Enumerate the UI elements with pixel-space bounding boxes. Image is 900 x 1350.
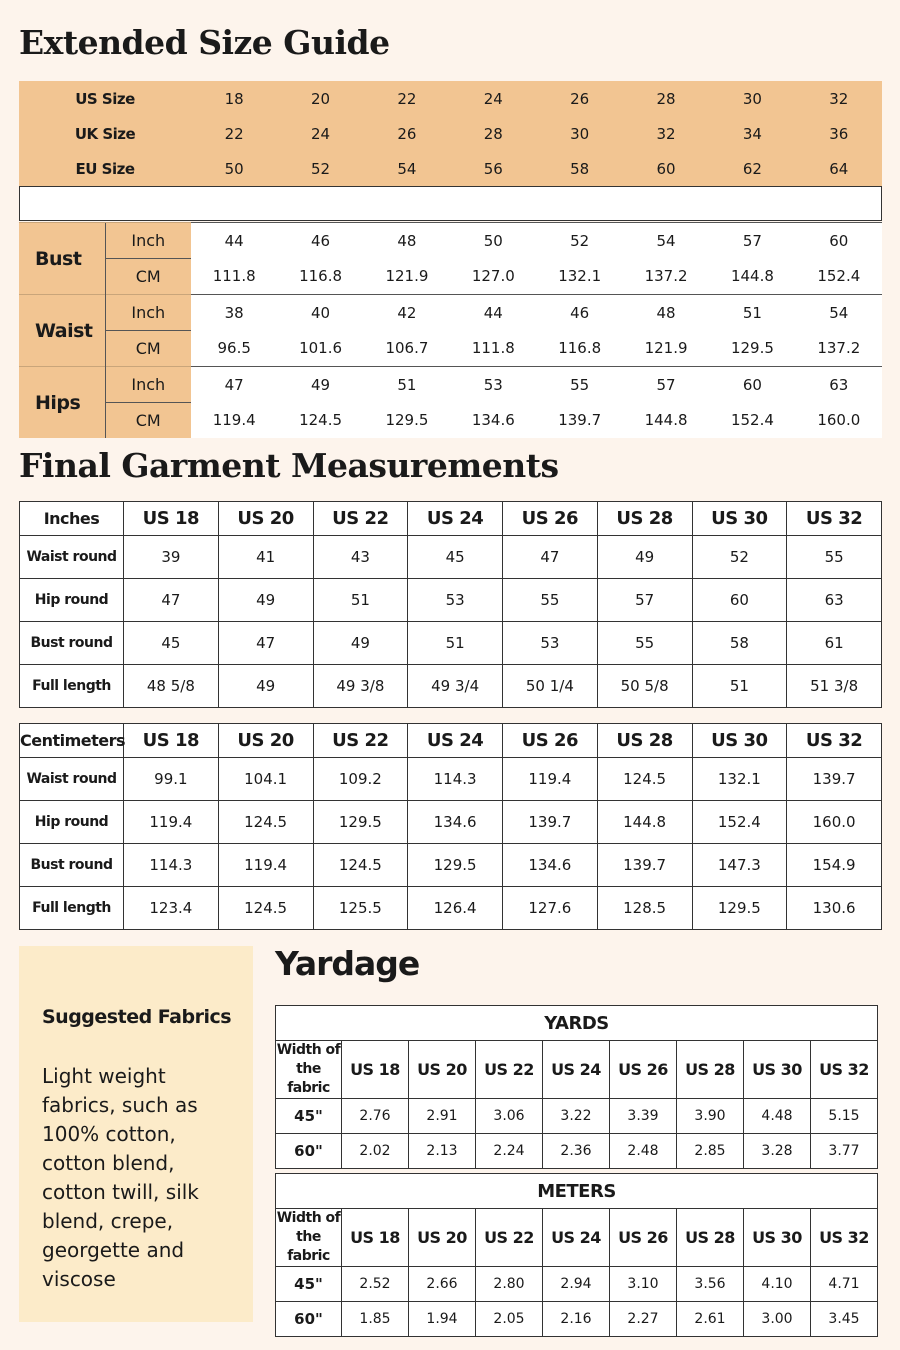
table-cell: 50 1/4 xyxy=(503,665,598,708)
size-conversion-table xyxy=(19,81,882,186)
table-cell: 2.48 xyxy=(610,1134,677,1169)
size-column-header: US 22 xyxy=(476,1041,543,1099)
garment-centimeters-table xyxy=(19,723,882,930)
size-column-header: US 32 xyxy=(787,724,882,758)
table-cell: 1.94 xyxy=(409,1302,476,1337)
table-cell: 129.5 xyxy=(692,887,787,930)
unit-label-inch: Inch xyxy=(105,295,191,331)
table-cell: 48 5/8 xyxy=(124,665,219,708)
measurement-value: 119.4 xyxy=(191,403,277,439)
measurement-value: 124.5 xyxy=(277,403,363,439)
table-cell: 39 xyxy=(124,536,219,579)
size-value: 58 xyxy=(570,159,590,178)
measurement-value: 144.8 xyxy=(709,259,795,295)
size-value: 22 xyxy=(397,89,417,108)
table-cell: 3.28 xyxy=(744,1134,811,1169)
table-cell: 3.10 xyxy=(610,1267,677,1302)
size-column-header: US 20 xyxy=(409,1041,476,1099)
table-row xyxy=(20,536,882,579)
measurement-value: 51 xyxy=(364,367,450,403)
table-header-row xyxy=(20,502,882,536)
table-cell: 127.6 xyxy=(503,887,598,930)
table-cell: 53 xyxy=(503,622,598,665)
table-cell: 45 xyxy=(124,622,219,665)
size-value: 30 xyxy=(742,89,762,108)
measurement-value: 132.1 xyxy=(537,259,623,295)
table-cell: 4.71 xyxy=(811,1267,878,1302)
row-label: Hip round xyxy=(20,801,124,844)
table-cell: 114.3 xyxy=(408,758,503,801)
size-value: 26 xyxy=(397,124,417,143)
table-row xyxy=(20,622,882,665)
table-row xyxy=(20,665,882,708)
unit-header: Centimeters xyxy=(20,724,124,758)
fabric-width-header: Width of the fabric xyxy=(276,1209,342,1267)
table-cell: 49 xyxy=(597,536,692,579)
table-cell: 55 xyxy=(597,622,692,665)
size-value: 62 xyxy=(742,159,762,178)
garment-inches-table xyxy=(19,501,882,708)
table-cell: 49 3/4 xyxy=(408,665,503,708)
table-cell: 50 5/8 xyxy=(597,665,692,708)
table-row xyxy=(20,887,882,930)
table-cell: 2.16 xyxy=(543,1302,610,1337)
table-row xyxy=(20,758,882,801)
size-value: 50 xyxy=(224,159,244,178)
table-cell: 134.6 xyxy=(408,801,503,844)
size-column-header: US 32 xyxy=(811,1041,878,1099)
table-row xyxy=(20,801,882,844)
fabric-width-label: 60" xyxy=(276,1134,342,1169)
table-cell: 132.1 xyxy=(692,758,787,801)
measurement-value: 111.8 xyxy=(450,331,536,367)
yardage-title: Yardage xyxy=(275,944,420,983)
size-column-header: US 32 xyxy=(787,502,882,536)
size-value: 34 xyxy=(742,124,762,143)
size-value: 22 xyxy=(224,124,244,143)
table-cell: 49 3/8 xyxy=(313,665,408,708)
size-column-header: US 20 xyxy=(218,724,313,758)
table-cell: 57 xyxy=(597,579,692,622)
row-label: Hip round xyxy=(20,579,124,622)
table-cell: 139.7 xyxy=(787,758,882,801)
measurement-value: 121.9 xyxy=(364,259,450,295)
measurement-value: 40 xyxy=(277,295,363,331)
unit-title: YARDS xyxy=(276,1006,878,1041)
row-label: Full length xyxy=(20,665,124,708)
body-measurements-table xyxy=(19,222,882,438)
table-cell: 152.4 xyxy=(692,801,787,844)
size-column-header: US 18 xyxy=(342,1041,409,1099)
suggested-fabrics-title: Suggested Fabrics xyxy=(42,1006,232,1028)
final-garment-title: Final Garment Measurements xyxy=(19,446,559,485)
measurement-value: 57 xyxy=(623,367,709,403)
size-value: 30 xyxy=(570,124,590,143)
measurement-value: 137.2 xyxy=(796,331,882,367)
size-row xyxy=(19,151,882,186)
yardage-meters-table xyxy=(275,1173,878,1337)
table-cell: 4.10 xyxy=(744,1267,811,1302)
table-cell: 51 xyxy=(408,622,503,665)
table-cell: 51 xyxy=(692,665,787,708)
table-row xyxy=(276,1099,878,1134)
table-cell: 160.0 xyxy=(787,801,882,844)
measurement-value: 129.5 xyxy=(709,331,795,367)
measurement-value: 134.6 xyxy=(450,403,536,439)
size-column-header: US 26 xyxy=(610,1209,677,1267)
size-column-header: US 26 xyxy=(503,724,598,758)
unit-row xyxy=(276,1006,878,1041)
table-cell: 1.85 xyxy=(342,1302,409,1337)
size-column-header: US 18 xyxy=(124,724,219,758)
size-system-label: EU Size xyxy=(75,159,135,178)
table-row xyxy=(20,844,882,887)
table-cell: 45 xyxy=(408,536,503,579)
table-cell: 144.8 xyxy=(597,801,692,844)
size-column-header: US 24 xyxy=(408,502,503,536)
table-cell: 2.61 xyxy=(677,1302,744,1337)
size-column-header: US 30 xyxy=(744,1209,811,1267)
measurement-inch-row xyxy=(19,295,882,331)
table-cell: 51 3/8 xyxy=(787,665,882,708)
fabric-width-label: 45" xyxy=(276,1267,342,1302)
unit-label-inch: Inch xyxy=(105,223,191,259)
table-row xyxy=(276,1267,878,1302)
unit-row xyxy=(276,1174,878,1209)
table-header-row xyxy=(20,724,882,758)
table-cell: 53 xyxy=(408,579,503,622)
table-cell: 52 xyxy=(692,536,787,579)
table-cell: 3.90 xyxy=(677,1099,744,1134)
measurement-value: 63 xyxy=(796,367,882,403)
measurement-value: 47 xyxy=(191,367,277,403)
table-cell: 124.5 xyxy=(313,844,408,887)
table-cell: 49 xyxy=(218,665,313,708)
table-cell: 125.5 xyxy=(313,887,408,930)
measurement-value: 152.4 xyxy=(796,259,882,295)
size-column-header: US 28 xyxy=(677,1209,744,1267)
table-cell: 154.9 xyxy=(787,844,882,887)
measurement-value: 137.2 xyxy=(623,259,709,295)
table-cell: 128.5 xyxy=(597,887,692,930)
unit-title: METERS xyxy=(276,1174,878,1209)
measurement-value: 101.6 xyxy=(277,331,363,367)
size-value: 60 xyxy=(656,159,676,178)
size-column-header: US 24 xyxy=(543,1041,610,1099)
table-cell: 124.5 xyxy=(597,758,692,801)
measurement-value: 44 xyxy=(450,295,536,331)
measurement-value: 96.5 xyxy=(191,331,277,367)
table-cell: 119.4 xyxy=(503,758,598,801)
table-cell: 43 xyxy=(313,536,408,579)
table-cell: 3.39 xyxy=(610,1099,677,1134)
table-row xyxy=(20,579,882,622)
table-cell: 2.94 xyxy=(543,1267,610,1302)
size-value: 24 xyxy=(311,124,331,143)
table-header-row xyxy=(276,1209,878,1267)
size-column-header: US 26 xyxy=(610,1041,677,1099)
size-value: 18 xyxy=(224,89,244,108)
size-value: 64 xyxy=(829,159,849,178)
table-cell: 47 xyxy=(503,536,598,579)
table-cell: 114.3 xyxy=(124,844,219,887)
table-row xyxy=(276,1134,878,1169)
measurement-value: 116.8 xyxy=(537,331,623,367)
measurement-value: 46 xyxy=(277,223,363,259)
table-cell: 49 xyxy=(313,622,408,665)
table-cell: 123.4 xyxy=(124,887,219,930)
suggested-fabrics-text: Light weight fabrics, such as 100% cotton, cotton blend, cotton twill, silk blend, crepe, georgette and viscose xyxy=(42,1064,199,1291)
table-cell: 124.5 xyxy=(218,887,313,930)
size-value: 56 xyxy=(483,159,503,178)
measurement-value: 52 xyxy=(537,223,623,259)
size-column-header: US 20 xyxy=(218,502,313,536)
measurement-value: 144.8 xyxy=(623,403,709,439)
size-value: 36 xyxy=(829,124,849,143)
table-cell: 47 xyxy=(218,622,313,665)
size-column-header: US 30 xyxy=(692,724,787,758)
size-column-header: US 32 xyxy=(811,1209,878,1267)
fabric-width-label: 45" xyxy=(276,1099,342,1134)
size-column-header: US 18 xyxy=(342,1209,409,1267)
table-cell: 130.6 xyxy=(787,887,882,930)
size-column-header: US 28 xyxy=(597,724,692,758)
measurement-value: 139.7 xyxy=(537,403,623,439)
table-cell: 124.5 xyxy=(218,801,313,844)
table-cell: 2.66 xyxy=(409,1267,476,1302)
table-cell: 119.4 xyxy=(218,844,313,887)
table-cell: 139.7 xyxy=(597,844,692,887)
table-cell: 3.56 xyxy=(677,1267,744,1302)
size-column-header: US 24 xyxy=(408,724,503,758)
size-column-header: US 24 xyxy=(543,1209,610,1267)
size-row xyxy=(19,81,882,116)
measurement-value: 57 xyxy=(709,223,795,259)
table-header-row xyxy=(276,1041,878,1099)
table-cell: 3.00 xyxy=(744,1302,811,1337)
table-cell: 2.24 xyxy=(476,1134,543,1169)
table-cell: 41 xyxy=(218,536,313,579)
measurement-value: 51 xyxy=(709,295,795,331)
measurement-value: 53 xyxy=(450,367,536,403)
table-cell: 3.06 xyxy=(476,1099,543,1134)
measurement-value: 106.7 xyxy=(364,331,450,367)
table-cell: 55 xyxy=(787,536,882,579)
measurement-value: 48 xyxy=(623,295,709,331)
measurement-value: 50 xyxy=(450,223,536,259)
table-cell: 2.52 xyxy=(342,1267,409,1302)
table-cell: 2.85 xyxy=(677,1134,744,1169)
measurement-name: Bust xyxy=(19,223,105,295)
measurement-value: 42 xyxy=(364,295,450,331)
measurement-value: 44 xyxy=(191,223,277,259)
size-value: 24 xyxy=(483,89,503,108)
table-cell: 99.1 xyxy=(124,758,219,801)
table-cell: 49 xyxy=(218,579,313,622)
table-cell: 147.3 xyxy=(692,844,787,887)
table-cell: 2.91 xyxy=(409,1099,476,1134)
measurement-inch-row xyxy=(19,367,882,403)
measurement-value: 111.8 xyxy=(191,259,277,295)
row-label: Bust round xyxy=(20,622,124,665)
size-guide-title: Extended Size Guide xyxy=(19,23,390,62)
size-value: 52 xyxy=(311,159,331,178)
table-cell: 104.1 xyxy=(218,758,313,801)
table-cell: 47 xyxy=(124,579,219,622)
table-row xyxy=(276,1302,878,1337)
row-label: Full length xyxy=(20,887,124,930)
table-cell: 63 xyxy=(787,579,882,622)
measurement-value: 129.5 xyxy=(364,403,450,439)
size-row xyxy=(19,116,882,151)
table-cell: 2.76 xyxy=(342,1099,409,1134)
table-cell: 4.48 xyxy=(744,1099,811,1134)
measurement-value: 54 xyxy=(623,223,709,259)
fabric-width-label: 60" xyxy=(276,1302,342,1337)
table-cell: 58 xyxy=(692,622,787,665)
table-cell: 2.80 xyxy=(476,1267,543,1302)
measurement-name: Waist xyxy=(19,295,105,367)
unit-label-cm: CM xyxy=(105,331,191,367)
measurement-value: 38 xyxy=(191,295,277,331)
measurement-cm-row xyxy=(19,331,882,367)
measurement-name: Hips xyxy=(19,367,105,439)
unit-label-inch: Inch xyxy=(105,367,191,403)
measurement-inch-row xyxy=(19,223,882,259)
table-cell: 3.45 xyxy=(811,1302,878,1337)
unit-label-cm: CM xyxy=(105,259,191,295)
size-column-header: US 26 xyxy=(503,502,598,536)
table-cell: 129.5 xyxy=(408,844,503,887)
yardage-yards-table xyxy=(275,1005,878,1169)
size-value: 28 xyxy=(656,89,676,108)
size-column-header: US 18 xyxy=(124,502,219,536)
measurement-value: 116.8 xyxy=(277,259,363,295)
measurement-value: 121.9 xyxy=(623,331,709,367)
size-value: 32 xyxy=(656,124,676,143)
size-column-header: US 22 xyxy=(313,502,408,536)
table-spacer xyxy=(19,186,882,221)
measurement-value: 152.4 xyxy=(709,403,795,439)
row-label: Waist round xyxy=(20,536,124,579)
row-label: Waist round xyxy=(20,758,124,801)
table-cell: 109.2 xyxy=(313,758,408,801)
table-cell: 126.4 xyxy=(408,887,503,930)
size-value: 28 xyxy=(483,124,503,143)
table-cell: 2.13 xyxy=(409,1134,476,1169)
unit-header: Inches xyxy=(20,502,124,536)
size-system-label: US Size xyxy=(75,89,135,108)
size-column-header: US 28 xyxy=(597,502,692,536)
measurement-value: 127.0 xyxy=(450,259,536,295)
size-column-header: US 28 xyxy=(677,1041,744,1099)
measurement-value: 46 xyxy=(537,295,623,331)
table-cell: 3.77 xyxy=(811,1134,878,1169)
row-label: Bust round xyxy=(20,844,124,887)
table-cell: 139.7 xyxy=(503,801,598,844)
table-cell: 51 xyxy=(313,579,408,622)
measurement-value: 49 xyxy=(277,367,363,403)
size-value: 26 xyxy=(570,89,590,108)
table-cell: 119.4 xyxy=(124,801,219,844)
measurement-value: 160.0 xyxy=(796,403,882,439)
measurement-value: 48 xyxy=(364,223,450,259)
table-cell: 60 xyxy=(692,579,787,622)
table-cell: 129.5 xyxy=(313,801,408,844)
table-cell: 2.27 xyxy=(610,1302,677,1337)
measurement-value: 60 xyxy=(709,367,795,403)
size-value: 20 xyxy=(311,89,331,108)
table-cell: 3.22 xyxy=(543,1099,610,1134)
table-cell: 61 xyxy=(787,622,882,665)
table-cell: 2.02 xyxy=(342,1134,409,1169)
table-cell: 2.05 xyxy=(476,1302,543,1337)
measurement-cm-row xyxy=(19,259,882,295)
measurement-cm-row xyxy=(19,403,882,439)
size-system-label: UK Size xyxy=(74,124,136,143)
size-column-header: US 22 xyxy=(313,724,408,758)
unit-label-cm: CM xyxy=(105,403,191,439)
size-column-header: US 30 xyxy=(692,502,787,536)
size-column-header: US 20 xyxy=(409,1209,476,1267)
table-cell: 134.6 xyxy=(503,844,598,887)
measurement-value: 60 xyxy=(796,223,882,259)
size-value: 54 xyxy=(397,159,417,178)
size-column-header: US 22 xyxy=(476,1209,543,1267)
table-cell: 5.15 xyxy=(811,1099,878,1134)
size-column-header: US 30 xyxy=(744,1041,811,1099)
size-value: 32 xyxy=(829,89,849,108)
fabric-width-header: Width of the fabric xyxy=(276,1041,342,1099)
measurement-value: 55 xyxy=(537,367,623,403)
measurement-value: 54 xyxy=(796,295,882,331)
table-cell: 2.36 xyxy=(543,1134,610,1169)
table-cell: 55 xyxy=(503,579,598,622)
